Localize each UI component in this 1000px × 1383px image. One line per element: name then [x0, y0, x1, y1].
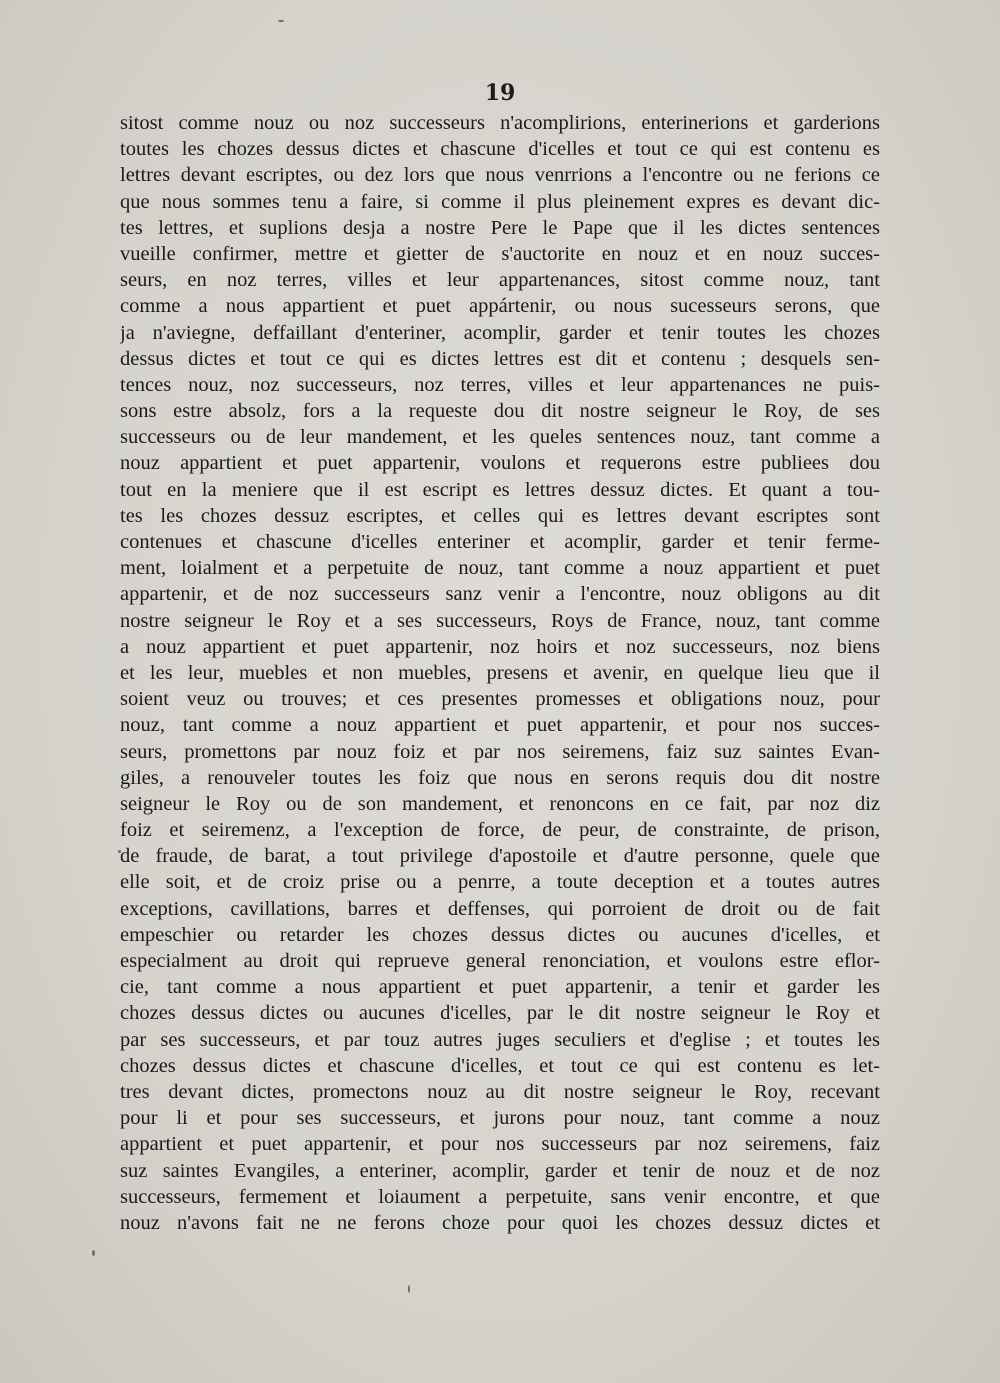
text-line: pour li et pour ses successeurs, et jurons pour nouz, tant comme a nouz — [120, 1107, 880, 1130]
text-line: toutes les chozes dessus dictes et chascune d'icelles et tout ce qui est contenu es — [120, 138, 880, 161]
text-line: seigneur le Roy ou de son mandement, et renoncons en ce fait, par noz diz — [120, 792, 880, 815]
text-line: suz saintes Evangiles, a enteriner, acomplir, garder et tenir de nouz et de noz — [120, 1159, 880, 1182]
text-line: nouz appartient et puet appartenir, voulons et requerons estre publiees dou — [120, 452, 880, 475]
text-line: vueille confirmer, mettre et gietter de s'auctorite en nouz et en nouz succes- — [120, 242, 880, 265]
text-line: cie, tant comme a nous appartient et puet appartenir, a tenir et garder les — [120, 976, 880, 999]
text-line: ment, loialment et a perpetuite de nouz, tant comme a nouz appartient et puet — [120, 557, 880, 580]
text-line: giles, a renouveler toutes les foiz que nous en serons requis dou dit nostre — [120, 766, 880, 789]
text-line: sitost comme nouz ou noz successeurs n'acomplirions, enterinerions et garderions — [120, 112, 880, 134]
text-line: especialment au droit qui reprueve general renonciation, et voulons estre eflor- — [120, 950, 880, 972]
text-line: et les leur, muebles et non muebles, presens et avenir, en quelque lieu que il — [120, 661, 880, 684]
text-line: comme a nous appartient et puet appártenir, ou nous sucesseurs serons, que — [120, 295, 880, 318]
text-line: seurs, promettons par nouz foiz et par nos seiremens, faiz suz saintes Evan- — [120, 740, 880, 763]
text-line: nouz, tant comme a nouz appartient et puet appartenir, et pour nos succes- — [120, 714, 880, 737]
text-line: appartient et puet appartenir, et pour nos successeurs par noz seiremens, faiz — [120, 1133, 880, 1156]
text-line: exceptions, cavillations, barres et deffenses, qui porroient de droit ou de fait — [120, 897, 880, 920]
text-line: tences nouz, noz successeurs, noz terres, villes et leur appartenances ne puis- — [120, 373, 880, 396]
text-line: tout en la meniere que il est escript es lettres dessuz dictes. Et quant a tou- — [120, 478, 880, 501]
text-line: ja n'aviegne, deffaillant d'enteriner, acomplir, garder et tenir toutes les chozes — [120, 321, 880, 344]
text-line: foiz et seiremenz, a l'exception de force, de peur, de constrainte, de prison, — [120, 819, 880, 842]
text-line: soient veuz ou trouves; et ces presentes promesses et obligations nouz, pour — [120, 688, 880, 711]
text-line: tres devant dictes, promectons nouz au dit nostre seigneur le Roy, recevant — [120, 1080, 880, 1103]
text-line: que nous sommes tenu a faire, si comme il plus pleinement expres es devant dic- — [120, 190, 880, 213]
text-line: tes lettres, et suplions desja a nostre Pere le Pape que il les dictes sentences — [120, 216, 880, 239]
paper-speck — [408, 1285, 410, 1293]
text-line: chozes dessus dictes ou aucunes d'icelles, par le dit nostre seigneur le Roy et — [120, 1002, 880, 1025]
text-line: sons estre absolz, fors a la requeste dou dit nostre seigneur le Roy, de ses — [120, 400, 880, 423]
page-number: 19 — [484, 80, 516, 106]
text-line: successeurs, fermement et loiaument a perpetuite, sans venir encontre, et que — [120, 1185, 880, 1208]
text-line: seurs, en noz terres, villes et leur appartenances, sitost comme nouz, tant — [120, 269, 880, 292]
text-line: nostre seigneur le Roy et a ses successeurs, Roys de France, nouz, tant comme — [120, 609, 880, 632]
text-line: de fraude, de barat, a tout privilege d'apostoile et d'autre personne, quele que — [120, 845, 880, 868]
text-line: chozes dessus dictes et chascune d'icelles, et tout ce qui est contenu es let- — [120, 1054, 880, 1077]
text-line: a nouz appartient et puet appartenir, noz hoirs et noz successeurs, noz biens — [120, 635, 880, 658]
text-line: par ses successeurs, et par touz autres juges seculiers et d'eglise ; et toutes les — [120, 1028, 880, 1051]
body-text — [120, 110, 880, 1236]
text-line: empeschier ou retarder les chozes dessus dictes ou aucunes d'icelles, et — [120, 923, 880, 946]
text-line: dessus dictes et tout ce qui es dictes lettres est dit et contenu ; desquels sen- — [120, 347, 880, 370]
text-line: successeurs ou de leur mandement, et les queles sentences nouz, tant comme a — [120, 426, 880, 449]
text-line: lettres devant escriptes, ou dez lors que nous venrrions a l'encontre ou ne ferions ce — [120, 164, 880, 187]
text-line: appartenir, et de noz successeurs sanz venir a l'encontre, nouz obligons au dit — [120, 583, 880, 606]
paper-speck — [278, 20, 284, 22]
paper-speck — [92, 1250, 95, 1256]
text-line: elle soit, et de croiz prise ou a penrre, a toute deception et a toutes autres — [120, 871, 880, 894]
text-line: tes les chozes dessuz escriptes, et celles qui es lettres devant escriptes sont — [120, 504, 880, 527]
text-line: nouz n'avons fait ne ne ferons choze pour quoi les chozes dessuz dictes et — [120, 1211, 880, 1234]
text-line: contenues et chascune d'icelles enteriner et acomplir, garder et tenir ferme- — [120, 531, 880, 553]
